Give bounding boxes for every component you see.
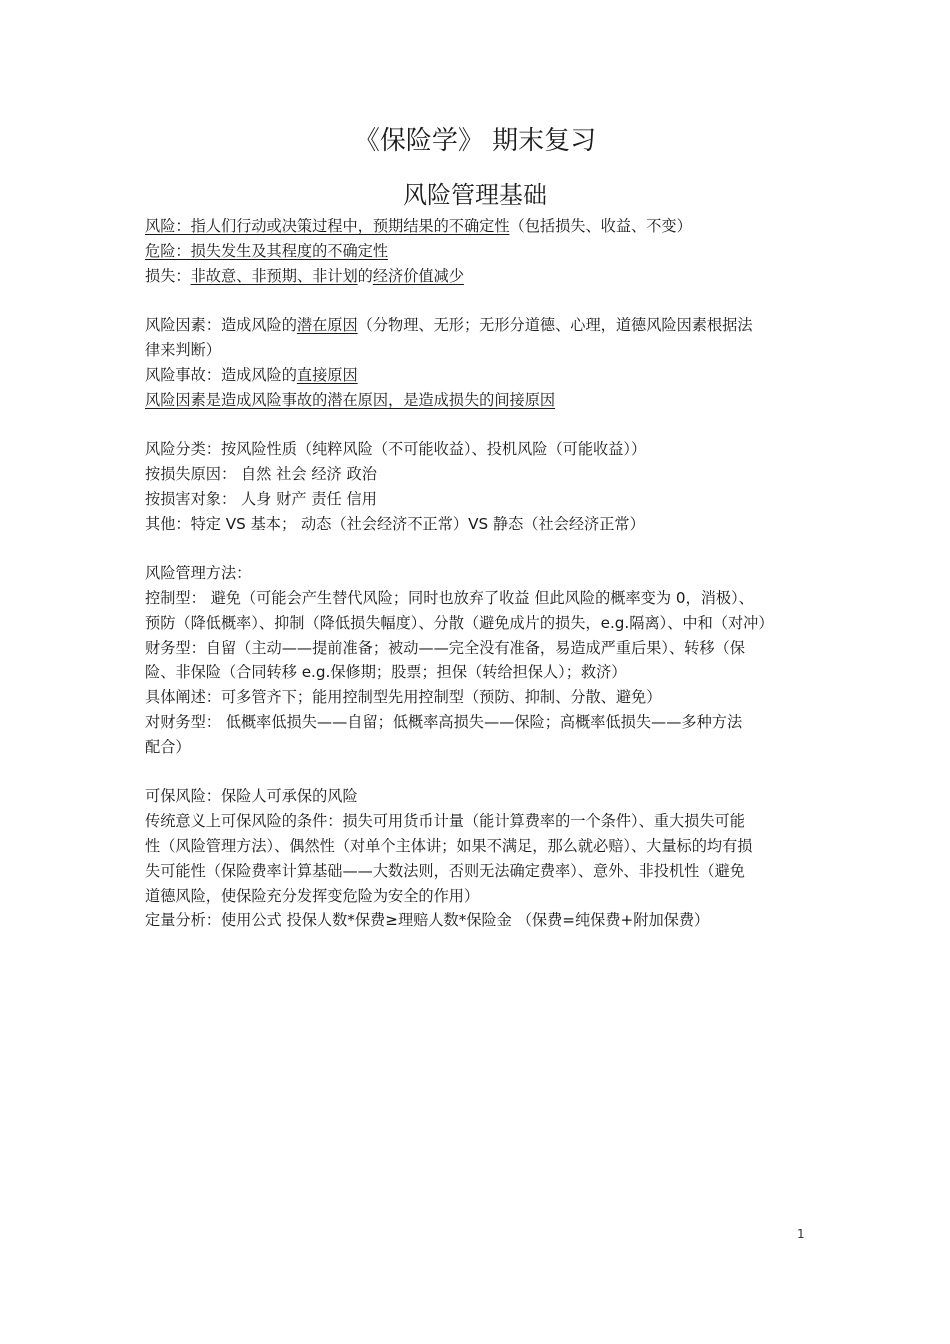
definition-loss-prefix: 损失： — [145, 266, 191, 285]
methods-line: 对财务型： 低概率低损失——自留；低概率高损失——保险；高概率低损失——多种方法 — [145, 712, 743, 731]
methods-line: 预防（降低概率）、抑制（降低损失幅度）、分散（避免成片的损失，e.g.隔离）、中和（对冲） — [145, 613, 774, 632]
methods-line: 具体阐述：可多管齐下；能用控制型先用控制型（预防、抑制、分散、避免） — [145, 688, 662, 707]
methods-line: 风险管理方法： — [145, 564, 252, 583]
paragraph-gap — [145, 412, 810, 437]
paragraph-gap — [145, 288, 810, 313]
document-body — [145, 214, 810, 933]
document-title: 《保险学》 期末复习 — [353, 126, 597, 156]
section-title: 风险管理基础 — [403, 181, 547, 209]
factor-relation-underlined: 风险因素是造成风险事故的潜在原因，是造成损失的间接原因 — [145, 390, 556, 409]
insurable-line: 道德风险，使保险充分发挥变危险为安全的作用） — [145, 886, 480, 905]
risk-factor-line-2: 律来判断） — [145, 340, 221, 359]
risk-event-line — [145, 363, 810, 388]
methods-line: 配合） — [145, 737, 191, 756]
insurable-line: 传统意义上可保风险的条件：损失可用货币计量（能计算费率的一个条件）、重大损失可能 — [145, 812, 745, 831]
risk-event-prefix: 风险事故：造成风险的 — [145, 365, 297, 384]
classification-line: 按损失原因： 自然 社会 经济 政治 — [145, 464, 377, 483]
definition-risk — [145, 214, 810, 239]
definition-loss-underlined-1: 非故意、非预期、非计划 — [190, 266, 358, 285]
methods-line: 财务型：自留（主动——提前准备；被动——完全没有准备，易造成严重后果）、转移（保 — [145, 638, 745, 657]
methods-line: 控制型： 避免（可能会产生替代风险；同时也放弃了收益 但此风险的概率变为 0，消极）、 — [145, 588, 754, 607]
paragraph-gap — [145, 760, 810, 785]
insurable-line: 失可能性（保险费率计算基础——大数法则，否则无法确定费率）、意外、非投机性（避免 — [145, 861, 745, 880]
definition-loss-underlined-2: 经济价值减少 — [372, 266, 464, 285]
definition-risk-underlined: 风险：指人们行动或决策过程中，预期结果的不确定性 — [145, 217, 510, 235]
risk-factor-line — [145, 313, 810, 338]
insurable-line: 性（风险管理方法）、偶然性（对单个主体讲；如果不满足，那么就必赔）、大量标的均有损 — [145, 836, 753, 855]
classification-line: 风险分类：按风险性质（纯粹风险（不可能收益）、投机风险（可能收益）） — [145, 440, 647, 459]
factor-relation-line — [145, 388, 810, 413]
definition-risk-note: （包括损失、收益、不变） — [509, 217, 692, 235]
classification-line: 其他：特定 VS 基本； 动态（社会经济不正常）VS 静态（社会经济正常） — [145, 514, 645, 533]
definition-hazard-underlined: 危险：损失发生及其程度的不确定性 — [145, 241, 388, 260]
risk-factor-note: （分物理、无形；无形分道德、心理，道德风险因素根据法 — [357, 316, 753, 335]
insurable-line: 可保风险：保险人可承保的风险 — [145, 787, 358, 806]
insurable-line: 定量分析：使用公式 投保人数*保费≥理赔人数*保险金 （保费=纯保费+附加保费） — [145, 911, 710, 930]
page-number: 1 — [797, 1227, 805, 1241]
risk-factor-underlined: 潜在原因 — [296, 316, 358, 335]
risk-event-underlined: 直接原因 — [296, 365, 358, 384]
definition-loss-mid: 的 — [357, 266, 373, 285]
classification-line: 按损害对象： 人身 财产 责任 信用 — [145, 489, 377, 508]
paragraph-gap — [145, 536, 810, 561]
risk-factor-prefix: 风险因素：造成风险的 — [145, 316, 297, 335]
definition-loss — [145, 264, 810, 289]
methods-line: 险、非保险（合同转移 e.g.保修期；股票；担保（转给担保人）；救济） — [145, 663, 627, 682]
definition-hazard — [145, 239, 810, 264]
